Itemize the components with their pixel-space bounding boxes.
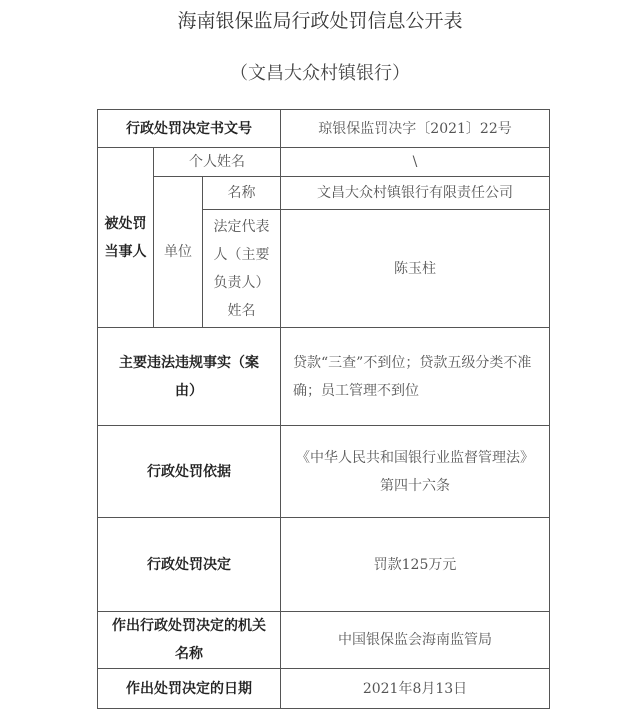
legal-representative-label: 法定代表人（主要负责人）姓名 xyxy=(203,210,281,328)
penalty-basis-value: 《中华人民共和国银行业监督管理法》第四十六条 xyxy=(281,426,550,518)
penalty-decision-label: 行政处罚决定 xyxy=(98,518,281,612)
table-row xyxy=(98,669,550,709)
legal-representative-value: 陈玉柱 xyxy=(281,210,550,328)
person-name-label: 个人姓名 xyxy=(154,148,281,177)
table-row xyxy=(98,148,550,177)
table-row xyxy=(98,110,550,148)
doc-number-value: 琼银保监罚决字〔2021〕22号 xyxy=(281,110,550,148)
penalty-basis-label: 行政处罚依据 xyxy=(98,426,281,518)
page-title: 海南银保监局行政处罚信息公开表 xyxy=(177,10,463,32)
penalty-info-table xyxy=(97,109,550,709)
table-row xyxy=(98,328,550,426)
decision-date-value: 2021年8月13日 xyxy=(281,669,550,709)
penalty-decision-value: 罚款125万元 xyxy=(281,518,550,612)
doc-number-label: 行政处罚决定书文号 xyxy=(98,110,281,148)
issuing-authority-value: 中国银保监会海南监管局 xyxy=(281,612,550,669)
violation-facts-value: 贷款“三查”不到位；贷款五级分类不准确；员工管理不到位 xyxy=(281,328,550,426)
table-row xyxy=(98,177,550,210)
violation-facts-label: 主要违法违规事实（案由） xyxy=(98,328,281,426)
unit-name-value: 文昌大众村镇银行有限责任公司 xyxy=(281,177,550,210)
table-row xyxy=(98,612,550,669)
page-subtitle: （文昌大众村镇银行） xyxy=(230,63,410,84)
penalized-party-label: 被处罚当事人 xyxy=(98,148,154,328)
issuing-authority-label: 作出行政处罚决定的机关名称 xyxy=(98,612,281,669)
decision-date-label: 作出处罚决定的日期 xyxy=(98,669,281,709)
table-row xyxy=(98,518,550,612)
unit-name-label: 名称 xyxy=(203,177,281,210)
unit-label: 单位 xyxy=(154,177,203,328)
person-name-value: \ xyxy=(281,148,550,177)
table-row xyxy=(98,426,550,518)
